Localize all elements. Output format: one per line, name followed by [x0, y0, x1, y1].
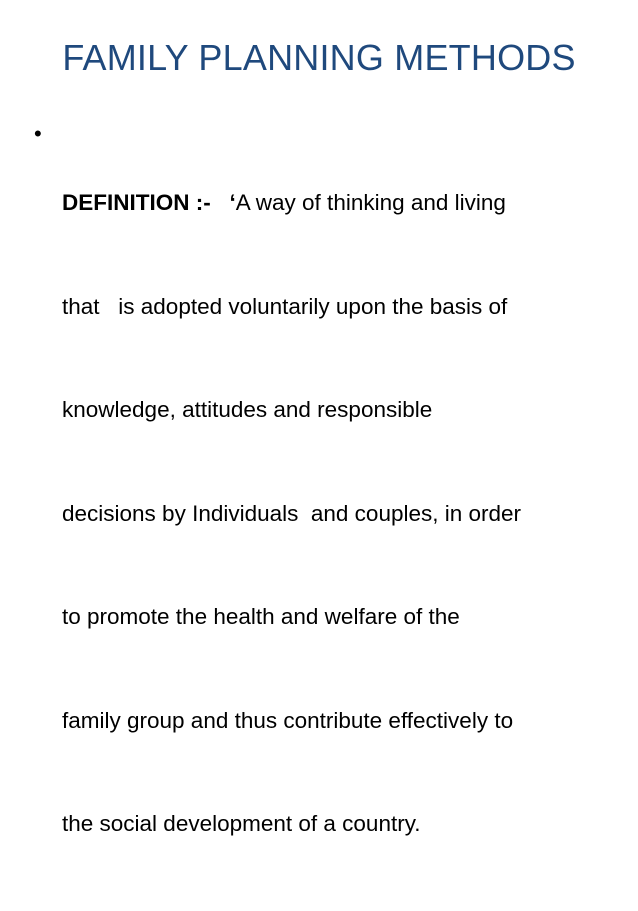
paragraph-line-2: that is adopted voluntarily upon the basis of	[62, 293, 508, 319]
paragraph-line-7: the social development of a country.	[62, 811, 421, 836]
paragraph-line-6: family group and thus contribute effectively to	[62, 707, 514, 733]
paragraph-line-4: decisions by Individuals and couples, in order	[62, 500, 522, 526]
definition-paragraph	[62, 117, 614, 911]
quote-mark: ‘	[229, 190, 236, 215]
paragraph-line-3: knowledge, attitudes and responsible	[62, 397, 433, 422]
paragraph-line-5: to promote the health and welfare of the	[62, 604, 460, 629]
bullet-icon: •	[34, 121, 42, 146]
slide-body	[34, 117, 614, 911]
definition-label: DEFINITION :-	[62, 190, 230, 215]
line-text: A way of thinking and living	[235, 190, 506, 215]
slide-title: FAMILY PLANNING METHODS	[62, 37, 576, 78]
paragraph-line-1	[62, 186, 614, 221]
